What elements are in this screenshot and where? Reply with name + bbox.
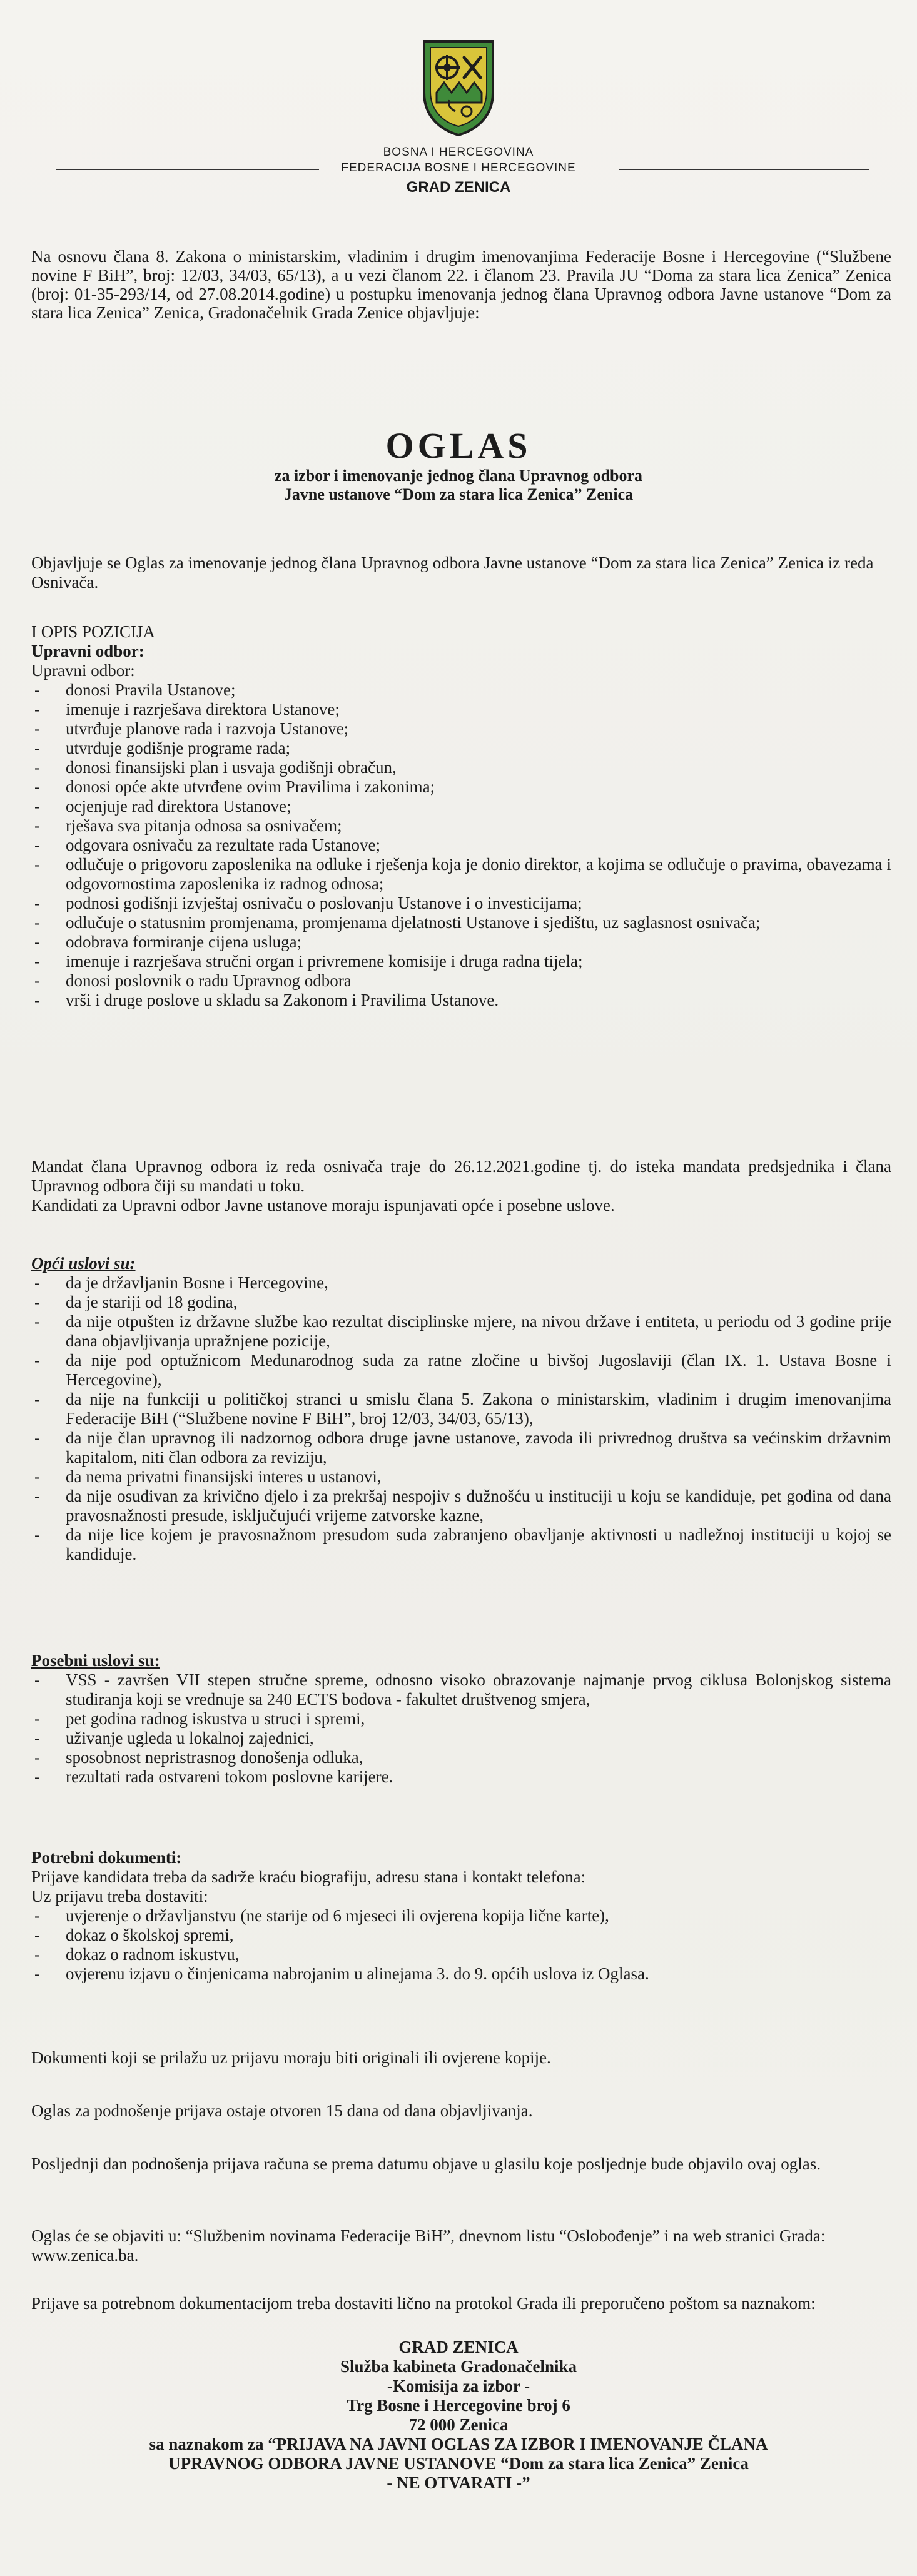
list-item: - da je državljanin Bosne i Hercegovine, bbox=[31, 1273, 891, 1293]
coat-of-arms-icon bbox=[419, 38, 498, 138]
list-item: - da nije lice kojem je pravosnažnom presudom suda zabranjeno obavljanje aktivnosti u nadležnoj instituciji u kojoj se kandiduje. bbox=[31, 1525, 891, 1564]
deadline-paragraph bbox=[31, 2101, 891, 2121]
list-item: - imenuje i razrješava direktora Ustanove; bbox=[31, 700, 891, 719]
list-item: - uživanje ugleda u lokalnoj zajednici, bbox=[31, 1729, 891, 1748]
intro-text: Na osnovu člana 8. Zakona o ministarskim, vladinim i drugim imenovanjima Federacije Bosne i Hercegovine (“Službene novine F BiH”, broj: 12/03, 34/03, 65/13), a u vezi članom 22. i članom 23. Pravila JU “Doma za stara lica Zenica” Zenica (broj: 01-35-293/14, od 27.08.2014.godine) u postupku imenovanja jednog člana Upravnog odbora Javne ustanove “Dom za stara lica Zenica” Zenica, Gradonačelnik Grada Zenice objavljuje: bbox=[31, 247, 891, 322]
letterhead bbox=[0, 145, 917, 199]
list-item: - dokaz o radnom iskustvu, bbox=[31, 1945, 891, 1964]
delivery-text: Prijave sa potrebnom dokumentacijom treba dostaviti lično na protokol Grada ili preporučeno poštom sa naznakom: bbox=[31, 2294, 816, 2313]
notice-subtitle-1: za izbor i imenovanje jednog člana Upravnog odbora bbox=[274, 467, 643, 485]
address-line: GRAD ZENICA bbox=[398, 2338, 519, 2356]
mandate-paragraph bbox=[31, 1157, 891, 1215]
special-conditions-heading: Posebni uslovi su: bbox=[31, 1651, 160, 1670]
general-conditions-heading: Opći uslovi su: bbox=[31, 1254, 136, 1273]
list-item: - utvrđuje godišnje programe rada; bbox=[31, 739, 891, 758]
country-name: BOSNA I HERCEGOVINA bbox=[383, 146, 534, 159]
legal-basis-paragraph bbox=[31, 247, 891, 322]
list-item: - donosi opće akte utvrđene ovim Pravilima i zakonima; bbox=[31, 777, 891, 797]
zenica-coat-of-arms bbox=[419, 38, 498, 138]
deadline-text: Oglas za podnošenje prijava ostaje otvoren 15 dana od dana objavljivanja. bbox=[31, 2101, 533, 2120]
general-conditions-section bbox=[31, 1254, 891, 1564]
announcement-text: Objavljuje se Oglas za imenovanje jednog člana Upravnog odbora Javne ustanove “Dom za stara lica Zenica” Zenica iz reda Osnivača. bbox=[31, 553, 874, 592]
list-item: - donosi poslovnik o radu Upravnog odbora bbox=[31, 971, 891, 991]
section-subheading: Upravni odbor: bbox=[31, 642, 144, 660]
list-item: - uvjerenje o državljanstvu (ne starije od 6 mjeseci ili ovjerena kopija lične karte), bbox=[31, 1906, 891, 1926]
list-item: - sposobnost nepristrasnog donošenja odluka, bbox=[31, 1748, 891, 1767]
list-item: - odlučuje o prigovoru zaposlenika na odluke i rješenja koja je donio direktor, a kojima se odlučuje o pravima, obavezama i odgovornostima zaposlenika iz radnog odnosa; bbox=[31, 855, 891, 894]
required-documents-heading: Potrebni dokumenti: bbox=[31, 1848, 182, 1867]
section-intro: Upravni odbor: bbox=[31, 661, 135, 680]
notice-title: OGLAS bbox=[385, 425, 532, 466]
publication-paragraph bbox=[31, 2226, 891, 2265]
delivery-paragraph bbox=[31, 2294, 891, 2313]
list-item: - donosi finansijski plan i usvaja godišnji obračun, bbox=[31, 758, 891, 777]
address-line: sa naznakom za “PRIJAVA NA JAVNI OGLAS ZA IZBOR I IMENOVANJE ČLANA bbox=[149, 2435, 768, 2453]
list-item: - vrši i druge poslove u skladu sa Zakonom i Pravilima Ustanove. bbox=[31, 991, 891, 1010]
required-documents-list bbox=[31, 1906, 891, 1984]
list-item: - ovjerenu izjavu o činjenicama nabrojanim u alinejama 3. do 9. općih uslova iz Oglasa. bbox=[31, 1964, 891, 1984]
mandate-text: Mandat člana Upravnog odbora iz reda osnivača traje do 26.12.2021.godine tj. do isteka mandata predsjednika i člana Upravnog odbora čiji su mandati u toku. bbox=[31, 1157, 891, 1195]
address-line: -Komisija za izbor - bbox=[387, 2376, 530, 2395]
list-item: - pet godina radnog iskustva u struci i spremi, bbox=[31, 1709, 891, 1729]
list-item: - da je stariji od 18 godina, bbox=[31, 1293, 891, 1312]
city-name: GRAD ZENICA bbox=[406, 179, 511, 196]
list-item: - rezultati rada ostvareni tokom poslovne karijere. bbox=[31, 1767, 891, 1787]
general-conditions-list bbox=[31, 1273, 891, 1564]
notice-subtitle-2: Javne ustanove “Dom za stara lica Zenica” Zenica bbox=[283, 485, 634, 503]
list-item: - rješava sva pitanja odnosa sa osnivačem; bbox=[31, 816, 891, 836]
required-documents-line2: Uz prijavu treba dostaviti: bbox=[31, 1887, 208, 1906]
required-documents-section bbox=[31, 1848, 891, 1984]
list-item: - podnosi godišnji izvještaj osnivaču o poslovanju Ustanove i o investicijama; bbox=[31, 894, 891, 913]
section-heading: I OPIS POZICIJA bbox=[31, 622, 156, 641]
address-block bbox=[0, 2338, 917, 2493]
last-day-text: Posljednji dan podnošenja prijava računa se prema datumu objave u glasilu koje posljednje bude objavilo ovaj oglas. bbox=[31, 2154, 821, 2173]
special-conditions-section bbox=[31, 1651, 891, 1787]
special-conditions-list bbox=[31, 1670, 891, 1787]
list-item: - odlučuje o statusnim promjenama, promjenama djelatnosti Ustanove i sjedištu, uz saglasnost osnivača; bbox=[31, 913, 891, 932]
address-line: UPRAVNOG ODBORA JAVNE USTANOVE “Dom za stara lica Zenica” Zenica bbox=[168, 2454, 749, 2473]
list-item: - da nije otpušten iz državne službe kao rezultat disciplinske mjere, na nivou države i entiteta, u periodu od 3 godine prije dana objavljivanja upražnjene pozicije, bbox=[31, 1312, 891, 1351]
address-line: 72 000 Zenica bbox=[408, 2415, 509, 2434]
list-item: - da nije član upravnog ili nadzornog odbora druge javne ustanove, zavoda ili privrednog društva sa većinskim državnim kapitalom, niti član odbora za reviziju, bbox=[31, 1428, 891, 1467]
list-item: - odobrava formiranje cijena usluga; bbox=[31, 932, 891, 952]
federation-name: FEDERACIJA BOSNE I HERCEGOVINE bbox=[341, 161, 576, 174]
list-item: - imenuje i razrješava stručni organ i privremene komisije i druga radna tijela; bbox=[31, 952, 891, 971]
list-item: - dokaz o školskoj spremi, bbox=[31, 1926, 891, 1945]
list-item: - utvrđuje planove rada i razvoja Ustanove; bbox=[31, 719, 891, 739]
list-item: - da nije osuđivan za krivično djelo i za prekršaj nespojiv s dužnošću u instituciji u koju se kandiduje, pet godina od dana pravosnažnosti presude, isključujući vrijeme zatvorske kazne, bbox=[31, 1487, 891, 1525]
originals-paragraph bbox=[31, 2048, 891, 2068]
address-line: Služba kabineta Gradonačelnika bbox=[340, 2357, 577, 2376]
originals-text: Dokumenti koji se prilažu uz prijavu moraju biti originali ili ovjerene kopije. bbox=[31, 2048, 551, 2067]
address-line: - NE OTVARATI -” bbox=[387, 2473, 530, 2492]
position-description-section bbox=[31, 622, 891, 1010]
list-item: - da nije na funkciji u političkoj stranci u smislu člana 5. Zakona o ministarskim, vladinim i drugim imenovanjima Federacije BiH (“Službene novine F BiH”, broj 12/03, 34/03, 65/13), bbox=[31, 1390, 891, 1428]
announcement-paragraph bbox=[31, 553, 891, 592]
list-item: - odgovara osnivaču za rezultate rada Ustanove; bbox=[31, 836, 891, 855]
duties-list bbox=[31, 680, 891, 1010]
last-day-paragraph bbox=[31, 2154, 891, 2174]
list-item: - da nije pod optužnicom Međunarodnog suda za ratne zločine u bivšoj Jugoslaviji (član IX. 1. Ustava Bosne i Hercegovine), bbox=[31, 1351, 891, 1390]
list-item: - da nema privatni finansijski interes u ustanovi, bbox=[31, 1467, 891, 1487]
list-item: - donosi Pravila Ustanove; bbox=[31, 680, 891, 700]
required-documents-line1: Prijave kandidata treba da sadrže kraću biografiju, adresu stana i kontakt telefona: bbox=[31, 1867, 586, 1886]
address-line: Trg Bosne i Hercegovine broj 6 bbox=[347, 2396, 570, 2415]
publication-text: Oglas će se objaviti u: “Službenim novinama Federacije BiH”, dnevnom listu “Oslobođenje” i na web stranici Grada: www.zenica.ba. bbox=[31, 2226, 826, 2265]
list-item: - VSS - završen VII stepen stručne spreme, odnosno visoko obrazovanje najmanje prvog ciklusa Bolonjskog sistema studiranja koji se vrednuje sa 240 ECTS bodova - fakultet društvenog smjera, bbox=[31, 1670, 891, 1709]
list-item: - ocjenjuje rad direktora Ustanove; bbox=[31, 797, 891, 816]
candidates-text: Kandidati za Upravni odbor Javne ustanove moraju ispunjavati opće i posebne uslove. bbox=[31, 1196, 615, 1215]
notice-title-block bbox=[0, 425, 917, 504]
